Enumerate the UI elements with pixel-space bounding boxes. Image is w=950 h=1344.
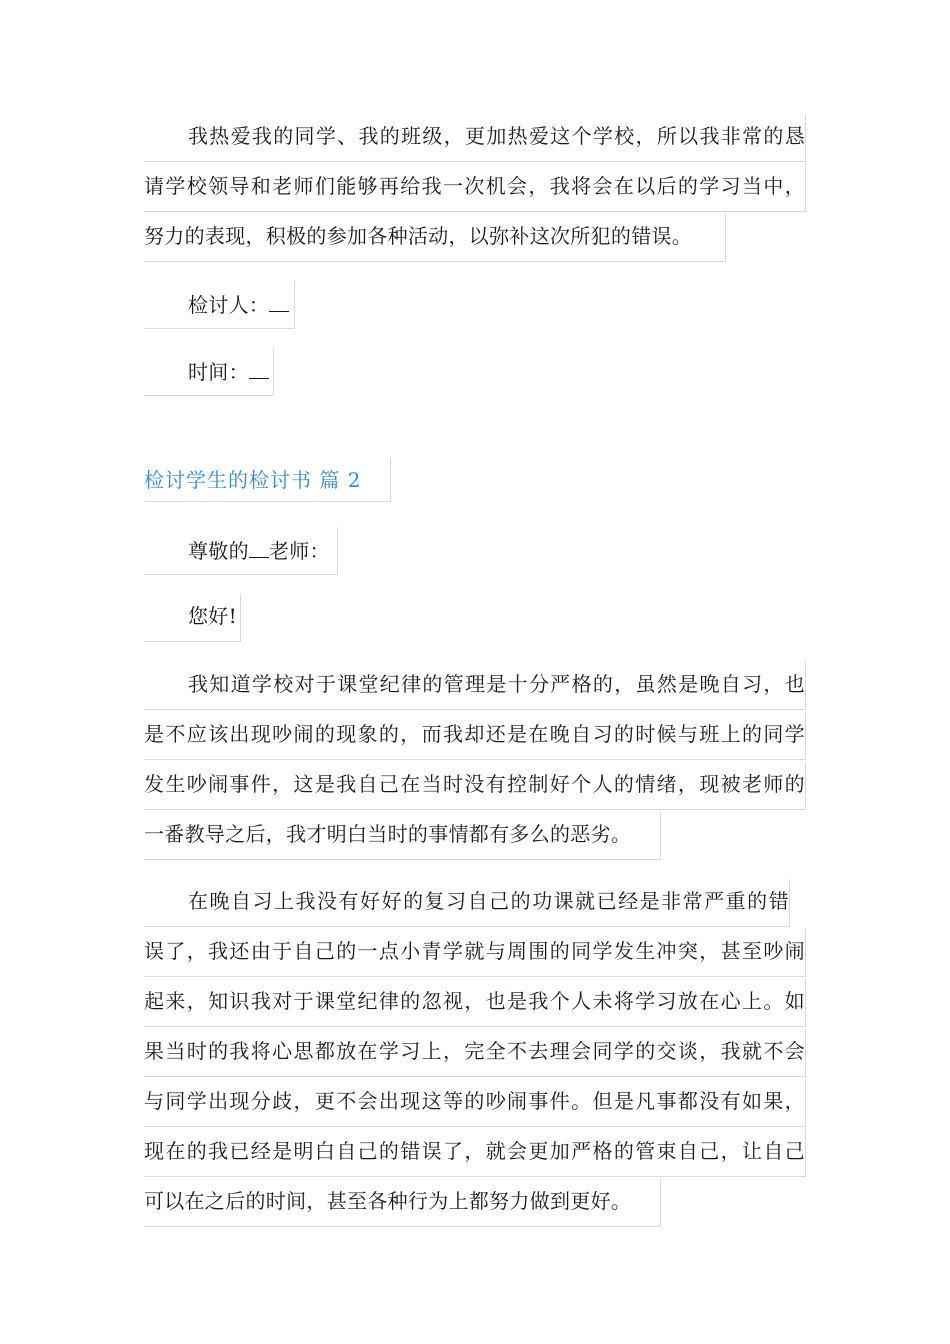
paragraph-line: 果当时的我将心思都放在学习上，完全不去理会同学的交谈，我就不会 <box>144 1029 806 1077</box>
teacher-name-blank <box>249 527 269 558</box>
paragraph-line: 我热爱我的同学、我的班级，更加热爱这个学校，所以我非常的恳 <box>144 114 806 162</box>
hello-line: 您好! <box>144 594 241 642</box>
paragraph-line: 与同学出现分歧，更不会出现这等的吵闹事件。但是凡事都没有如果， <box>144 1079 806 1127</box>
paragraph-line: 起来，知识我对于课堂纪律的忽视，也是我个人未将学习放在心上。如 <box>144 979 806 1027</box>
paragraph-line: 努力的表现，积极的参加各种活动，以弥补这次所犯的错误。 <box>144 214 726 262</box>
paragraph-line: 在晚自习上我没有好好的复习自己的功课就已经是非常严重的错 <box>144 879 790 927</box>
greeting-line <box>144 527 338 575</box>
paragraph-line: 可以在之后的时间，甚至各种行为上都努力做到更好。 <box>144 1179 661 1227</box>
time-label: 时间： <box>188 360 249 384</box>
paragraph-line: 是不应该出现吵闹的现象的，而我却还是在晚自习的时候与班上的同学 <box>144 712 806 760</box>
paragraph-line: 我知道学校对于课堂纪律的管理是十分严格的，虽然是晚自习，也 <box>144 662 806 710</box>
paragraph-line: 请学校领导和老师们能够再给我一次机会，我将会在以后的学习当中， <box>144 164 806 212</box>
greeting-suffix: 老师： <box>268 539 330 563</box>
paragraph-line: 误了，我还由于自己的一点小青学就与周围的同学发生冲突，甚至吵闹 <box>144 929 806 977</box>
reviewer-blank <box>269 281 289 312</box>
reviewer-line <box>144 281 295 329</box>
greeting-prefix: 尊敬的 <box>188 539 249 563</box>
paragraph-line: 发生吵闹事件，这是我自己在当时没有控制好个人的情绪，现被老师的 <box>144 762 806 810</box>
paragraph-line: 一番教导之后，我才明白当时的事情都有多么的恶劣。 <box>144 812 661 860</box>
paragraph-line: 现在的我已经是明白自己的错误了，就会更加严格的管束自己，让自己 <box>144 1129 806 1177</box>
reviewer-label: 检讨人： <box>188 293 270 317</box>
time-line <box>144 348 274 396</box>
section-heading: 检讨学生的检讨书 篇 2 <box>144 458 391 502</box>
time-blank <box>249 348 269 379</box>
